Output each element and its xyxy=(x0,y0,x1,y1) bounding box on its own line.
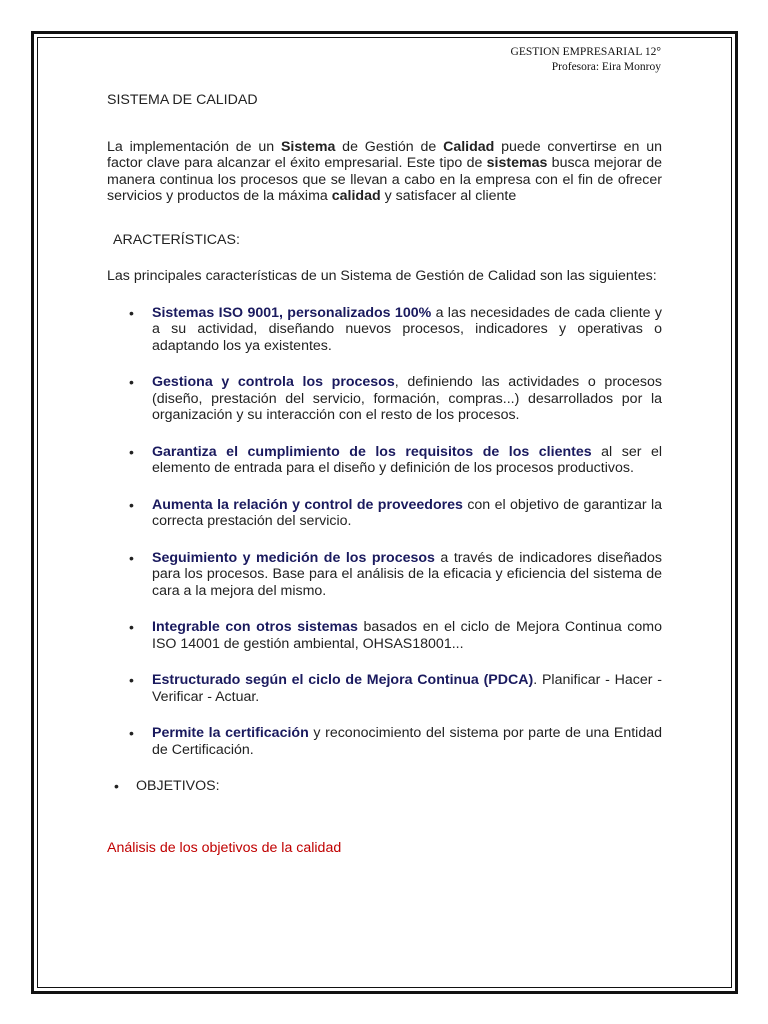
feature-text: y reconocimiento del sistema por parte de una Entidad de Certificación. xyxy=(152,725,662,758)
list-item xyxy=(107,374,662,424)
intro-paragraph: La implementación de un Sistema de Gestión de Calidad puede convertirse en un factor clave para alcanzar el éxito empresarial. Este tipo de sistemas busca mejorar de manera continua los procesos que se llevan a cabo en la empresa con el fin de ofrecer servicios y productos de la máxima calidad y satisfacer al cliente xyxy=(107,138,662,204)
teacher-name: Profesora: Eira Monroy xyxy=(551,61,661,73)
feature-text: . Planificar - Hacer - Verificar - Actuar. xyxy=(152,672,662,705)
characteristics-heading: ARACTERÍSTICAS: xyxy=(113,231,240,248)
objectives-label: OBJETIVOS: xyxy=(136,778,220,794)
bullet-icon: • xyxy=(129,443,134,460)
objectives-heading xyxy=(107,778,662,795)
list-item xyxy=(107,550,662,600)
feature-title: Gestiona y controla los procesos xyxy=(152,374,395,390)
list-item xyxy=(107,444,662,477)
feature-text: a través de indicadores diseñados para los procesos. Base para el análisis de la eficacia y eficiencia del sistema de cara a la mejora del mismo. xyxy=(152,549,662,599)
feature-title: Sistemas ISO 9001, personalizados 100% xyxy=(152,304,432,321)
feature-text: con el objetivo de garantizar la correcta prestación del servicio. xyxy=(152,496,662,529)
feature-text: al ser el elemento de entrada para el diseño y definición de los procesos productivos. xyxy=(152,443,662,476)
bullet-icon: • xyxy=(129,374,134,390)
list-item xyxy=(107,305,662,355)
bullet-icon: • xyxy=(129,725,134,741)
feature-text: a las necesidades de cada cliente y a su actividad, diseñando nuevos procesos, indicadores y operativas o adaptando los ya existentes. xyxy=(152,304,662,354)
list-item xyxy=(107,725,662,758)
bullet-icon: • xyxy=(114,778,119,794)
intro-bold-calidad: Calidad xyxy=(443,138,495,155)
document-title: SISTEMA DE CALIDAD xyxy=(107,92,258,108)
intro-bold-sistema: Sistema xyxy=(280,138,336,155)
feature-title: Permite la certificación xyxy=(152,725,309,741)
feature-title: Garantiza el cumplimiento de los requisitos de los clientes xyxy=(152,443,592,460)
list-item xyxy=(107,497,662,530)
document-body xyxy=(107,92,662,856)
features-list xyxy=(107,305,662,759)
intro-bold-calidad-2: calidad xyxy=(331,188,381,204)
feature-text: , definiendo las actividades o procesos (diseño, prestación del servicio, formación, compras...) desarrollados por la organización y su interacción con el resto de los procesos. xyxy=(152,374,662,423)
bullet-icon: • xyxy=(129,549,134,566)
characteristics-lead: Las principales características de un Sistema de Gestión de Calidad son las siguientes: xyxy=(107,268,657,284)
course-name: GESTION EMPRESARIAL 12° xyxy=(510,46,661,58)
bullet-icon: • xyxy=(129,496,134,513)
feature-title: Aumenta la relación y control de proveedores xyxy=(152,496,463,513)
feature-title: Estructurado según el ciclo de Mejora Continua (PDCA) xyxy=(152,672,534,688)
feature-text: basados en el ciclo de Mejora Continua como ISO 14001 de gestión ambiental, OHSAS18001... xyxy=(152,619,662,652)
bullet-icon: • xyxy=(129,619,134,635)
list-item xyxy=(107,672,662,705)
bullet-icon: • xyxy=(129,304,134,321)
list-item xyxy=(107,619,662,652)
intro-bold-sistemas: sistemas xyxy=(486,155,548,171)
objectives-link[interactable]: Análisis de los objetivos de la calidad xyxy=(107,839,342,856)
feature-title: Seguimiento y medición de los procesos xyxy=(152,549,435,566)
bullet-icon: • xyxy=(129,672,134,688)
document-header xyxy=(511,45,661,75)
feature-title: Integrable con otros sistemas xyxy=(152,619,358,635)
